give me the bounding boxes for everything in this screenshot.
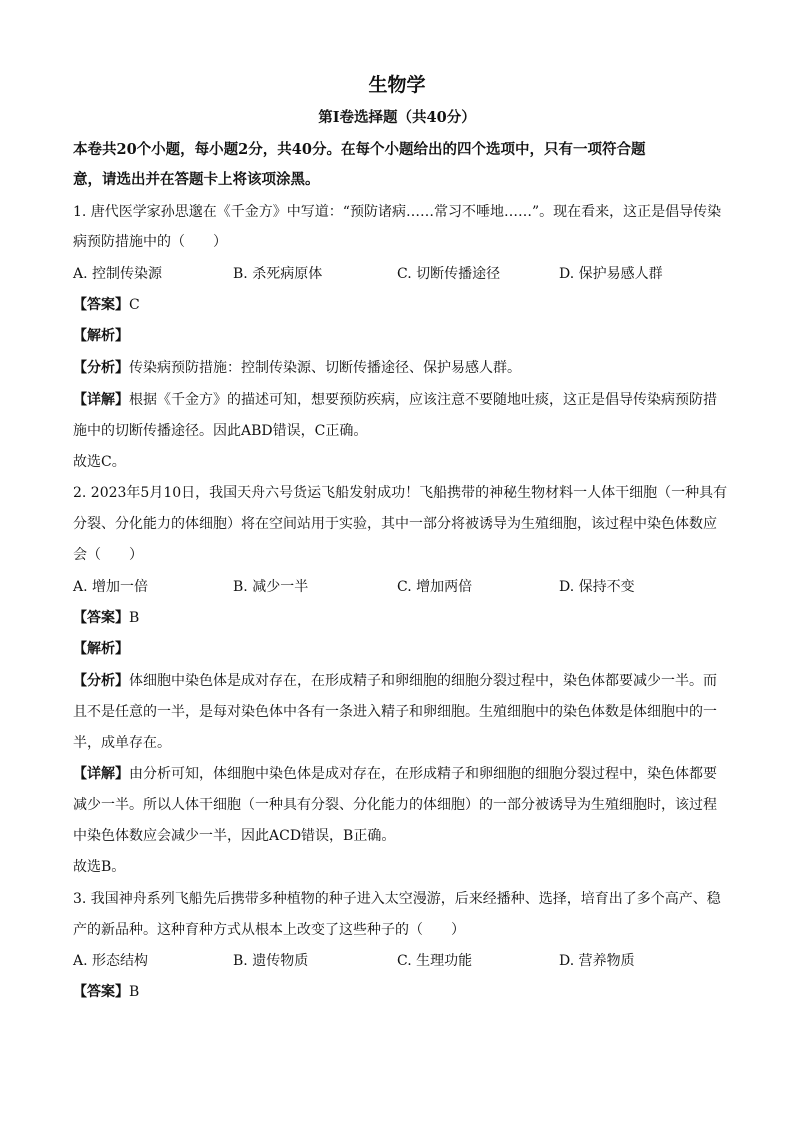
question-2-fenxi	[73, 671, 724, 691]
answer-value: B	[129, 984, 140, 1000]
xiangjie-text: 根据《千金方》的描述可知，想要预防疾病，应该注意不要随地吐痰，这正是倡导传染病预防措	[129, 392, 717, 408]
option-d: D. 保持不变	[559, 579, 635, 595]
question-1-analysis-heading	[73, 326, 724, 346]
question-2-xiangjie-cont: 减少一半。所以人体干细胞（一种具有分裂、分化能力的体细胞）的一部分被诱导为生殖细胞时，该过程	[73, 797, 717, 813]
option-d: D. 保护易感人群	[559, 266, 663, 282]
instructions-line: 意，请选出并在答题卡上将该项涂黑。	[73, 171, 320, 188]
question-2-fenxi-cont: 且不是任意的一半，是每对染色体中各有一条进入精子和卵细胞。生殖细胞中的染色体数是体细胞中的一	[73, 704, 717, 720]
fenxi-tag: 【分析】	[73, 673, 129, 689]
option-b: B. 杀死病原体	[233, 266, 323, 282]
option-a: A. 形态结构	[73, 953, 149, 969]
fenxi-tag: 【分析】	[73, 360, 129, 376]
section-subtitle: 第Ⅰ卷选择题（共40分）	[318, 109, 476, 126]
option-c: C. 增加两倍	[397, 579, 473, 595]
question-3-stem: 3. 我国神舟系列飞船先后携带多种植物的种子进入太空漫游，后来经播种、选择，培育出了多个高产、稳	[73, 891, 721, 907]
question-1-stem: 病预防措施中的（ ）	[73, 234, 227, 250]
option-a: A. 增加一倍	[73, 579, 149, 595]
question-2-stem: 分裂、分化能力的体细胞）将在空间站用于实验，其中一部分将被诱导为生殖细胞，该过程中染色体数应	[73, 516, 717, 532]
fenxi-text: 体细胞中染色体是成对存在，在形成精子和卵细胞的细胞分裂过程中，染色体都要减少一半。而	[129, 673, 717, 689]
question-1-conclusion: 故选C。	[73, 454, 126, 470]
answer-tag: 【答案】	[73, 610, 129, 626]
question-3-answer	[73, 982, 724, 1002]
fenxi-text: 传染病预防措施：控制传染源、切断传播途径、保护易感人群。	[129, 360, 521, 376]
question-2-xiangjie	[73, 764, 724, 784]
answer-value: B	[129, 610, 140, 626]
analysis-tag: 【解析】	[73, 328, 129, 344]
answer-value: C	[129, 297, 140, 313]
xiangjie-text: 由分析可知，体细胞中染色体是成对存在，在形成精子和卵细胞的细胞分裂过程中，染色体都要	[129, 766, 717, 782]
instructions-line: 本卷共20个小题，每小题2分，共40分。在每个小题给出的四个选项中，只有一项符合题	[73, 141, 646, 158]
answer-tag: 【答案】	[73, 984, 129, 1000]
xiangjie-tag: 【详解】	[73, 392, 129, 408]
answer-tag: 【答案】	[73, 297, 129, 313]
question-2-xiangjie-cont: 中染色体数应会减少一半，因此ACD错误，B正确。	[73, 828, 396, 844]
option-c: C. 切断传播途径	[397, 266, 501, 282]
question-1-fenxi	[73, 358, 724, 378]
option-b: B. 遗传物质	[233, 953, 309, 969]
question-1-xiangjie	[73, 390, 724, 410]
question-2-stem: 2. 2023年5月10日，我国天舟六号货运飞船发射成功！飞船携带的神秘生物材料一人体干细胞（一种具有	[73, 485, 728, 501]
question-1-stem: 1. 唐代医学家孙思邈在《千金方》中写道：“预防诸病……常习不唾地……”。现在看来，这正是倡导传染	[73, 204, 722, 220]
question-3-stem: 产的新品种。这种育种方式从根本上改变了这些种子的（ ）	[73, 922, 465, 938]
question-2-analysis-heading	[73, 639, 724, 659]
option-b: B. 减少一半	[233, 579, 309, 595]
xiangjie-tag: 【详解】	[73, 766, 129, 782]
page-title: 生物学	[368, 74, 426, 96]
option-a: A. 控制传染源	[73, 266, 163, 282]
question-2-fenxi-cont: 半，成单存在。	[73, 735, 171, 751]
question-2-conclusion: 故选B。	[73, 859, 126, 875]
question-2-answer	[73, 608, 724, 628]
question-1-answer	[73, 295, 724, 315]
option-d: D. 营养物质	[559, 953, 635, 969]
option-c: C. 生理功能	[397, 953, 473, 969]
question-2-stem: 会（ ）	[73, 547, 143, 563]
question-1-xiangjie-cont: 施中的切断传播途径。因此ABD错误，C正确。	[73, 423, 368, 439]
analysis-tag: 【解析】	[73, 641, 129, 657]
